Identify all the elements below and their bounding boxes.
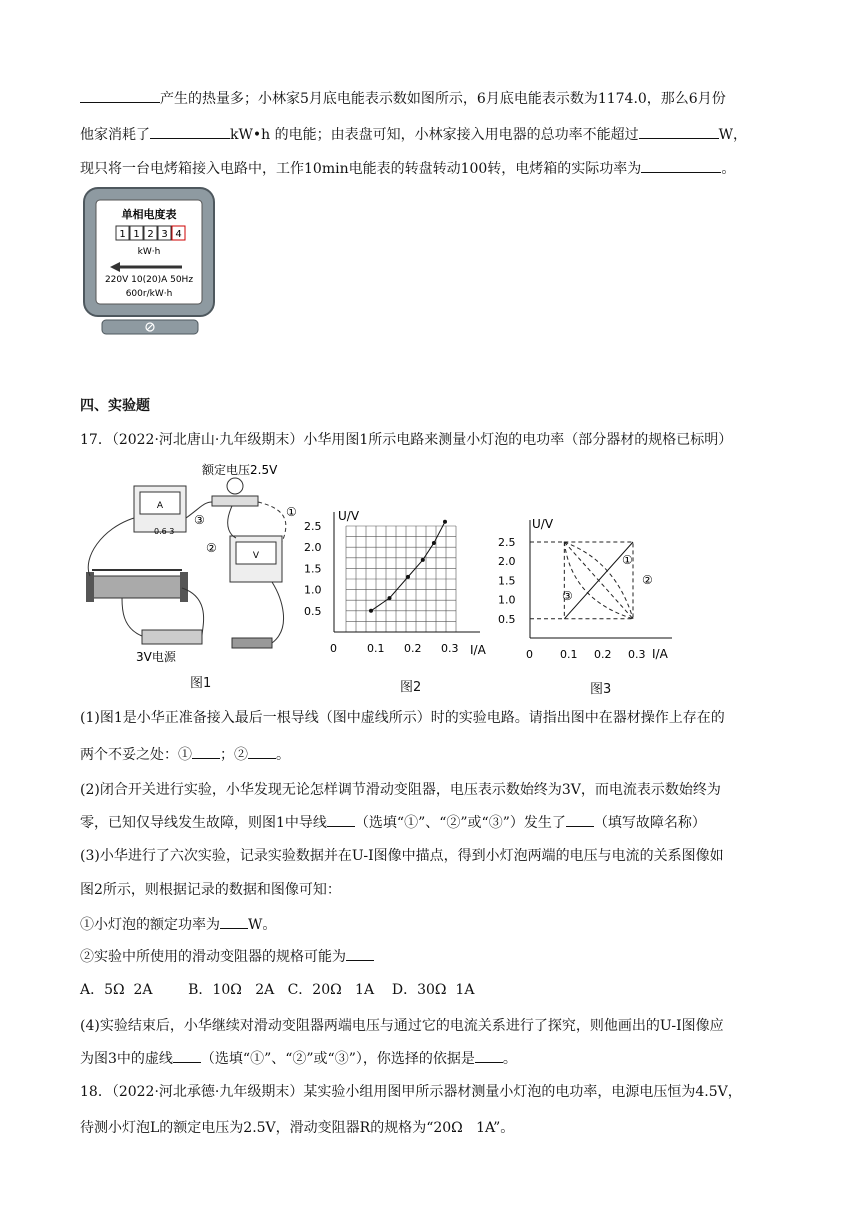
- wire-label-3: ③: [194, 513, 205, 527]
- x-tick: 0: [330, 642, 337, 655]
- answer-blank[interactable]: [327, 812, 355, 827]
- x-tick: 0.1: [560, 648, 578, 661]
- text: W，: [718, 127, 747, 143]
- x-axis-label: I/A: [652, 647, 668, 661]
- figure-2-graph: [300, 506, 500, 660]
- answer-blank[interactable]: [566, 812, 594, 827]
- electricity-meter-figure: [82, 186, 218, 338]
- q17-part3-line4: [80, 946, 780, 967]
- digit: 3: [161, 229, 168, 240]
- data-point: [432, 541, 436, 545]
- text: kW•h 的电能；由表盘可知，小林家接入用电器的总功率不能超过: [230, 127, 639, 143]
- line-label-1: ①: [622, 553, 633, 567]
- q17-options: A．5Ω 2A B．10Ω 2A C．20Ω 1A D．30Ω 1A: [80, 982, 475, 998]
- x-tick: 0.2: [594, 648, 612, 661]
- text: （选填“①”、“②”或“③”）发生了: [354, 815, 566, 831]
- text: ；②: [220, 747, 248, 763]
- q17-part3-line3: [80, 914, 780, 935]
- data-point: [369, 609, 373, 613]
- y-tick: 1.0: [498, 593, 516, 607]
- answer-blank[interactable]: [192, 744, 220, 759]
- y-tick: 1.5: [498, 574, 516, 588]
- ammeter-terminals: 0.6 3: [154, 527, 175, 536]
- digit: 2: [147, 229, 154, 240]
- data-point: [406, 575, 410, 579]
- answer-blank[interactable]: [639, 124, 719, 139]
- data-point: [443, 520, 447, 524]
- lamp-icon: [212, 478, 258, 506]
- answer-blank[interactable]: [641, 158, 721, 173]
- q17-part1-line2: [80, 744, 780, 765]
- x-tick: 0.3: [441, 642, 459, 655]
- meter-unit: kW·h: [137, 247, 161, 257]
- text: 。: [502, 1051, 517, 1067]
- ticks: [498, 520, 672, 661]
- q17-part3-line2: 图2所示，则根据记录的数据和图像可知：: [80, 882, 341, 898]
- text: 。: [276, 747, 290, 763]
- y-tick: 1.0: [304, 583, 322, 597]
- data-point: [388, 596, 392, 600]
- line-label-3: ③: [562, 589, 573, 603]
- y-tick: 2.0: [304, 541, 322, 555]
- x-tick: 0.2: [404, 642, 422, 655]
- figure-1-caption: 图1: [190, 676, 212, 691]
- wire-label-2: ②: [206, 541, 217, 555]
- y-tick: 2.5: [498, 536, 516, 549]
- y-tick: 2.5: [304, 520, 322, 533]
- answer-blank[interactable]: [248, 744, 276, 759]
- rheostat-icon: [86, 570, 188, 602]
- q18-line2: 待测小灯泡L的额定电压为2.5V，滑动变阻器R的规格为“20Ω 1A”。: [80, 1120, 515, 1136]
- text: 两个不妥之处：①: [80, 747, 192, 763]
- text: ②实验中所使用的滑动变阻器的规格可能为: [80, 949, 346, 965]
- x-axis-label: I/A: [470, 643, 486, 657]
- figure-3-caption: 图3: [590, 682, 612, 697]
- digit: 1: [119, 229, 126, 240]
- line-label-2: ②: [642, 573, 653, 587]
- meter-rev: 600r/kW·h: [125, 289, 173, 299]
- y-tick: 0.5: [304, 604, 322, 618]
- y-axis-label: U/V: [532, 517, 554, 531]
- voltmeter-icon: [230, 536, 282, 582]
- answer-blank[interactable]: [80, 88, 160, 103]
- x-tick: 0: [526, 648, 533, 661]
- switch-icon: [232, 638, 272, 648]
- ammeter-icon: [134, 486, 186, 536]
- data-points: [369, 520, 447, 613]
- q17-part4-line2: [80, 1048, 780, 1069]
- battery-icon: [142, 630, 202, 644]
- text: 。: [721, 161, 736, 177]
- q17-part2-line2: [80, 812, 780, 833]
- text: 零，已知仅导线发生故障，则图1中导线: [80, 815, 327, 831]
- y-axis-label: U/V: [338, 509, 360, 523]
- q18-line1: 18．（2022·河北承德·九年级期末）某实验小组用图甲所示器材测量小灯泡的电功率，电源电压恒为4.5V，: [80, 1084, 742, 1100]
- x-tick: 0.1: [367, 642, 385, 655]
- y-tick: 0.5: [498, 612, 516, 626]
- text: 现只将一台电烤箱接入电路中，工作10min电能表的转盘转动100转，电烤箱的实际功率为: [80, 161, 642, 177]
- meter-spec: 220V 10(20)A 50Hz: [104, 275, 194, 285]
- answer-blank[interactable]: [150, 124, 230, 139]
- text: W。: [248, 917, 277, 933]
- meter-digits: [116, 226, 185, 240]
- x-tick: 0.3: [628, 648, 646, 661]
- data-point: [421, 558, 425, 562]
- y-tick: 2.0: [498, 555, 516, 569]
- grid: [334, 512, 480, 632]
- text-line: [80, 88, 780, 109]
- text: （选填“①”、“②”或“③”），你选择的依据是: [200, 1051, 475, 1067]
- answer-blank[interactable]: [173, 1048, 201, 1063]
- figure-2-caption: 图2: [400, 680, 422, 695]
- text: （填写故障名称）: [593, 815, 706, 831]
- text: ①小灯泡的额定功率为: [80, 917, 220, 933]
- curve: [371, 522, 445, 611]
- text: 产生的热量多；小林家5月底电能表示数如图所示，6月底电能表示数为1174.0，那么6月份: [160, 91, 726, 107]
- figure-1-circuit: [82, 458, 312, 668]
- text: 为图3中的虚线: [80, 1051, 173, 1067]
- q17-part2-line1: (2)闭合开关进行实验，小华发现无论怎样调节滑动变阻器，电压表示数始终为3V，而电流表示数始终为: [80, 782, 721, 798]
- y-tick: 1.5: [304, 562, 322, 576]
- lamp-label: 额定电压2.5V: [202, 463, 278, 477]
- text: 他家消耗了: [80, 127, 150, 143]
- text-line: [80, 124, 780, 145]
- digit: 4: [175, 229, 182, 240]
- wire-label-1: ①: [286, 505, 297, 519]
- svg-text:V: V: [252, 551, 260, 561]
- meter-title: 单相电度表: [121, 208, 177, 221]
- q17-stem: 17．（2022·河北唐山·九年级期末）小华用图1所示电路来测量小灯泡的电功率（部分器材的规格已标明）: [80, 432, 733, 448]
- figure-3-graph: [494, 514, 684, 664]
- svg-text:A: A: [156, 501, 164, 511]
- text-line: [80, 158, 780, 179]
- answer-blank[interactable]: [220, 914, 248, 929]
- q17-part4-line1: (4)实验结束后，小华继续对滑动变阻器两端电压与通过它的电流关系进行了探究，则他画出的U-I图像应: [80, 1018, 724, 1034]
- source-label: 3V电源: [136, 650, 176, 664]
- answer-blank[interactable]: [346, 946, 374, 961]
- section-title: 四、实验题: [80, 398, 150, 414]
- lines: [530, 542, 633, 619]
- q17-part3-line1: (3)小华进行了六次实验，记录实验数据并在U-I图像中描点，得到小灯泡两端的电压与电流的关系图像如: [80, 848, 724, 864]
- answer-blank[interactable]: [475, 1048, 503, 1063]
- q17-part1-line1: (1)图1是小华正准备接入最后一根导线（图中虚线所示）时的实验电路。请指出图中在器材操作上存在的: [80, 710, 725, 726]
- digit: 1: [133, 229, 140, 240]
